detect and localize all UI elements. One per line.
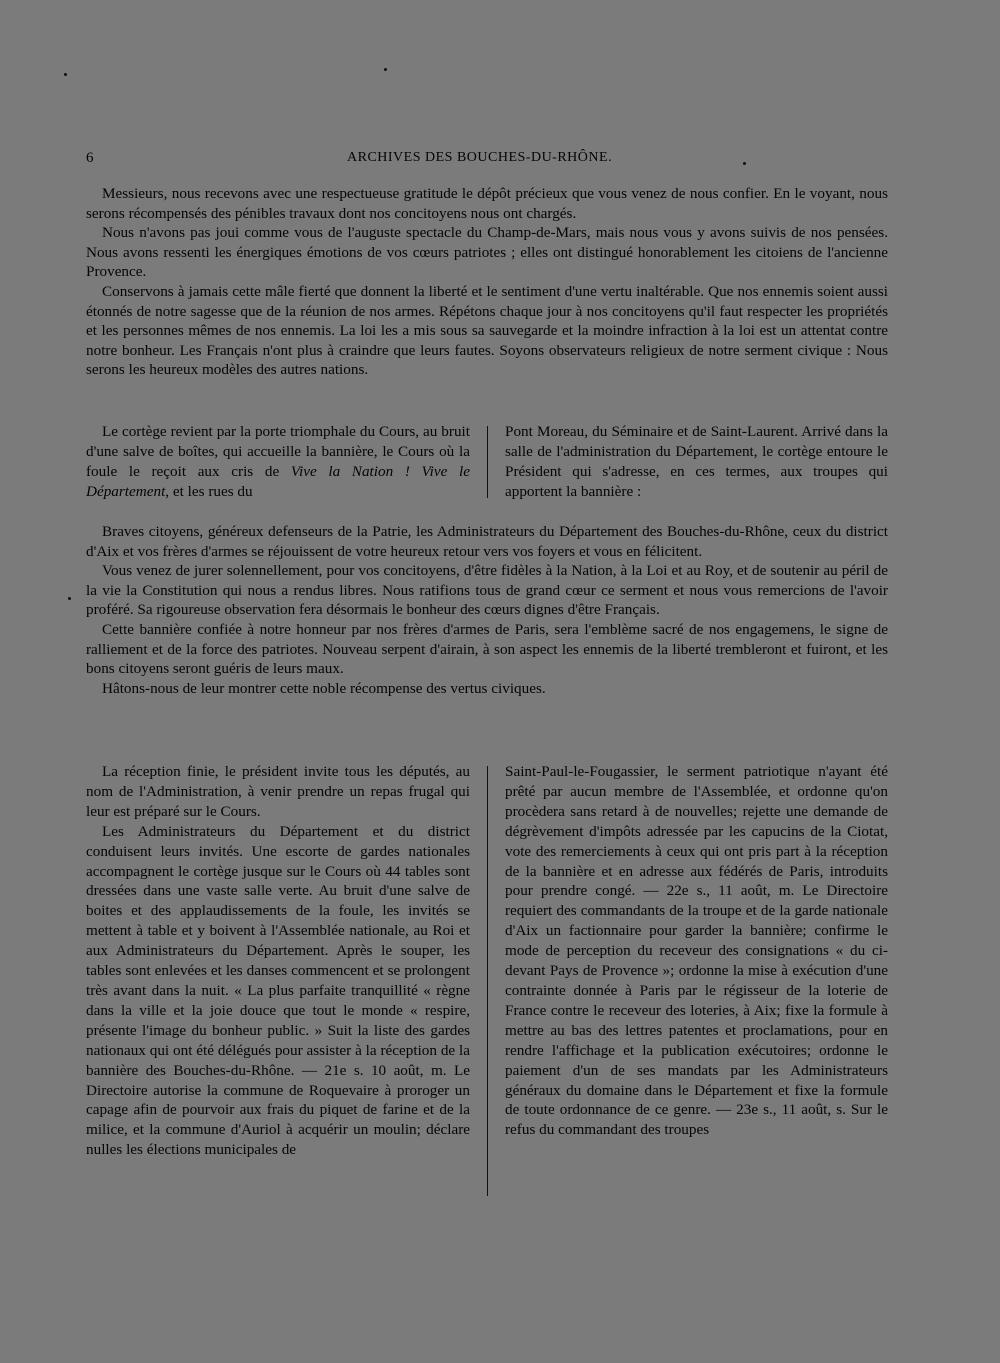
narrative-column-right (505, 422, 888, 502)
speech-paragraph: Hâtons-nous de leur montrer cette noble récompense des vertus civiques. (102, 679, 546, 697)
narrative-paragraph: Les Administrateurs du Département et du district conduisent leurs invités. Une escorte de gardes nationales accompagnent le cortège jusque sur le Cours où 44 tables sont dressées dans une vaste salle verte. Au bruit d'une salve de boites et des applaudissements de la foule, les invités se mettent à table et y boivent à l'Assemblée nationale, au Roi et aux Administrateurs du Département. Après le souper, les tables sont enlevées et les danses commencent et se prolongent très avant dans la nuit. « La plus parfaite tranquillité « règne dans la ville et la joie douce que tout le monde « respire, présente l'image du bonheur public. » Suit la liste des gardes nationaux qui ont été délégués pour assister à la réception de la bannière des Bouches-du-Rhône. — 21e s. 10 août, m. Le Directoire autorise la commune de Roquevaire à proroger un capage afin de pourvoir aux frais du piquet de farine et de la milice, et la commune d'Auriol à acquérir un moulin; déclare nulles les élections municipales de (86, 822, 470, 1159)
scan-speck (68, 597, 71, 600)
narrative-paragraph (86, 422, 470, 502)
speech-paragraph: Nous n'avons pas joui comme vous de l'auguste spectacle du Champ-de-Mars, mais nous vous y avons suivis de nos pensées. Nous avons ressenti les énergiques émotions de vos cœurs patriotes ; elles ont distingué honorablement les citoiens de l'ancienne Provence. (86, 224, 888, 281)
running-title: ARCHIVES DES BOUCHES-DU-RHÔNE. (347, 150, 613, 165)
scan-speck (743, 162, 746, 165)
acclamation: Vive la Nation ! Vive le Département (86, 462, 470, 500)
narrative-text: Le cortège revient par la porte triomphale du Cours, au bruit d'une salve de boîtes, qui accueille la bannière, le Cours où la foule le reçoit aux cris de (86, 423, 470, 480)
narrative-paragraph: Pont Moreau, du Séminaire et de Saint-Laurent. Arrivé dans la salle de l'administration du Département, le cortège entoure le Président qui s'adresse, en ces termes, aux troupes qui apportent la bannière : (505, 423, 888, 500)
scan-speck (384, 68, 387, 71)
speech-paragraph: Conservons à jamais cette mâle fierté que donnent la liberté et le sentiment d'une vertu inaltérable. Que nos ennemis soient aussi étonnés de notre sagesse que de la réunion de nos armes. Répétons chaque jour à nos concitoyens qu'il faut respecter les propriétés et les personnes mêmes de nos ennemis. La loi les a mis sous sa sauvegarde et la moindre infraction à la loi est un attentat contre notre bonheur. Les Français n'ont plus à craindre que leurs fautes. Soyons observateurs religieux de notre serment civique : Nous serons les heureux modèles des autres nations. (86, 282, 888, 379)
narrative2-column-right (505, 762, 888, 1140)
speech-paragraph: Cette bannière confiée à notre honneur par nos frères d'armes de Paris, sera l'emblème sacré de nos engagemens, le signe de ralliement et de la force des patriotes. Nouveau serpent d'airain, à son aspect les ennemis de la liberté trembleront et fuiront, et les bons citoyens seront guéris de leurs maux. (86, 620, 888, 678)
speech-paragraph: Messieurs, nous recevons avec une respectueuse gratitude le dépôt précieux que vous venez de nous confier. En le voyant, nous serons récompensés des pénibles travaux dont nos concitoyens nous ont chargés. (86, 185, 888, 222)
narrative-paragraph: Saint-Paul-le-Fougassier, le serment patriotique n'ayant été prêté par aucun membre de l'Assemblée, et ordonne qu'on procèdera sans retard à de nouvelles; rejette une demande de dégrèvement d'impôts adressée par les capucins de la Ciotat, vote des remerciements à ceux qui ont pris part à la réception de la bannière et en adresse aux fédérés de Paris, introduits pour prendre congé. — 22e s., 11 août, m. Le Directoire requiert des commandants de la troupe et de la garde nationale d'Aix un factionnaire pour garder la bannière; confirme le mode de perception du receveur des consignations « du ci-devant Pays de Provence »; ordonne la mise à exécution d'une contrainte donnée à Paris par le régisseur de la loterie de France contre le receveur des loteries, à Aix; fixe la formule à mettre au bas des lettres patentes et proclamations, pour en rendre l'affichage et la publication exécutoires; ordonne le paiement d'un de ses mandats par les Administrateurs généraux du domaine dans le Département et fixe la formule de toute ordonnance de ce genre. — 23e s., 11 août, s. Sur le refus du commandant des troupes (505, 763, 888, 1139)
speech-paragraph: Vous venez de jurer solennellement, pour vos concitoyens, d'être fidèles à la Nation, à la Loi et au Roy, et de soutenir au péril de la vie la Constitution qui nous a rendus libres. Nous ratifions tous de grand cœur ce serment et nous vous remercions de l'avoir proféré. Sa rigoureuse observation fera désormais le bonheur des cœurs dignes d'être Français. (86, 562, 888, 619)
speech-administrators (86, 184, 888, 380)
column-divider (487, 426, 488, 498)
speech-president (86, 522, 888, 698)
speech-paragraph: Braves citoyens, généreux defenseurs de la Patrie, les Administrateurs du Département des Bouches-du-Rhône, ceux du district d'Aix et vos frères d'armes se réjouissent de votre heureux retour vers vos foyers et vous en félicitent. (86, 523, 888, 560)
narrative-text: , et les rues du (165, 482, 253, 500)
narrative-paragraph: La réception finie, le président invite tous les députés, au nom de l'Administration, à venir prendre un repas frugal qui leur est préparé sur le Cours. (86, 763, 470, 820)
narrative-column-left (86, 422, 470, 502)
scan-speck (64, 73, 67, 76)
page-number: 6 (86, 150, 94, 166)
narrative2-column-left (86, 762, 470, 1160)
column-divider (487, 766, 488, 1196)
